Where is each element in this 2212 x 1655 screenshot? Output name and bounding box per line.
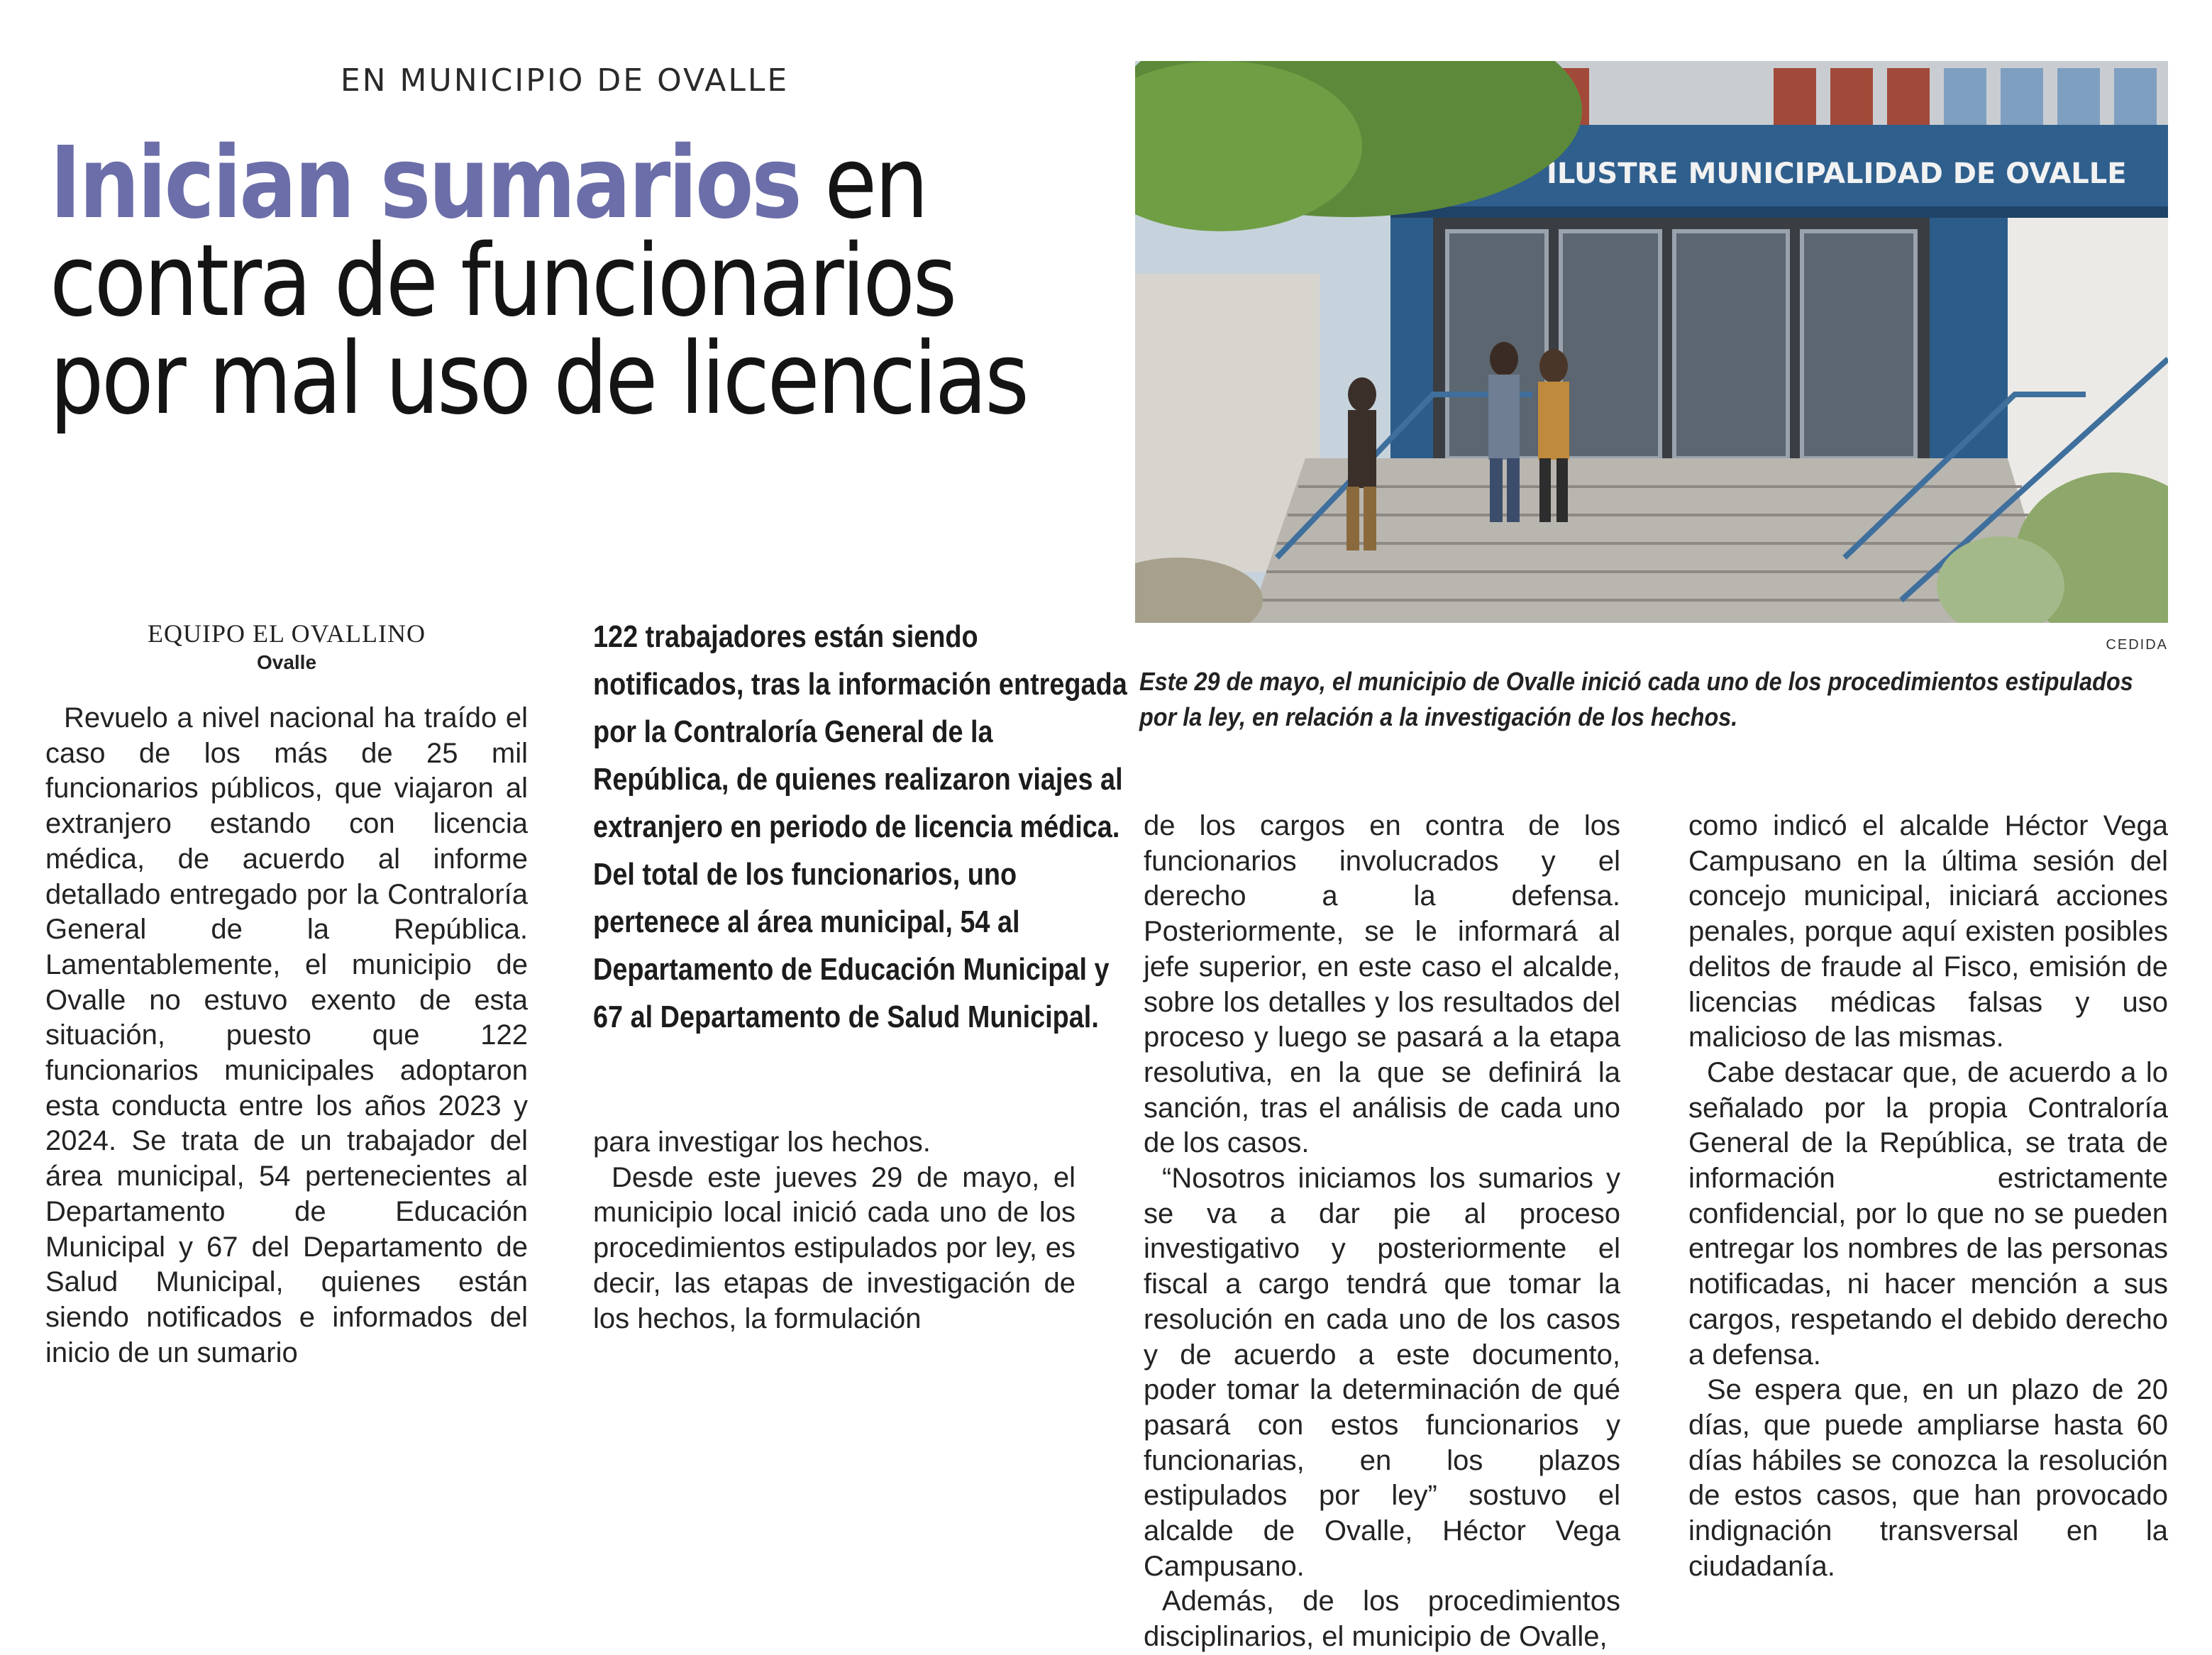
body-column-3 <box>1144 809 1620 1655</box>
paragraph: Revuelo a nivel nacional ha traído el caso de los más de 25 mil funcionarios públicos, que viajaron al extranjero estando con licencia médica, de acuerdo al informe detallado entregado por la Contraloría General de la República. Lamentablemente, el municipio de Ovalle no estuvo exento de esta situación, puesto que 122 funcionarios municipales adoptaron esta conducta entre los años 2023 y 2024. Se trata de un trabajador del área municipal, 54 pertenecientes al Departamento de Educación Municipal y 67 del Departamento de Salud Municipal, quienes están siendo notificados e informados del inicio de un sumario <box>45 702 528 1368</box>
headline-line-3: por mal uso de licencias <box>50 321 1027 437</box>
paragraph: “Nosotros iniciamos los sumarios y se va a dar pie al proceso investigativo y posteriormente el fiscal a cargo tendrá que tomar la resolución en cada uno de los casos y de acuerdo a este documento, poder tomar la determinación de qué pasará con estos funcionarios y funcionarias, en los plazos estipulados por ley” sostuvo el alcalde de Ovalle, Héctor Vega Campusano. <box>1144 1163 1620 1582</box>
building-sign-text: ILUSTRE MUNICIPALIDAD DE OVALLE <box>1547 157 2127 190</box>
photo-caption: Este 29 de mayo, el municipio de Ovalle inició cada uno de los procedimientos estipulados por la ley, en relación a la investigación de los hechos. <box>1139 667 2133 731</box>
paragraph: Desde este jueves 29 de mayo, el municipio local inició cada uno de los procedimientos estipulados por ley, es decir, las etapas de investigación de los hechos, la formulación <box>593 1161 1075 1334</box>
byline-author: EQUIPO EL OVALLINO <box>148 619 426 648</box>
headline-rest: en <box>800 126 927 241</box>
photo-credit: CEDIDA <box>2106 637 2168 653</box>
paragraph: como indicó el alcalde Héctor Vega Campusano en la última sesión del concejo municipal, iniciará acciones penales, porque aquí existen posibles delitos de fraude al Fisco, emisión de licencias médicas falsas y uso malicioso de las mismas. <box>1688 810 2168 1053</box>
section-kicker: EN MUNICIPIO DE OVALLE <box>340 62 790 99</box>
paragraph: Cabe destacar que, de acuerdo a lo señalado por la propia Contraloría General de la República, se trata de información estrictamente confidencial, por lo que no se pueden entregar los nombres de las personas notificadas, ni hacer mención a sus cargos, respetando el debido derecho a defensa. <box>1688 1056 2168 1371</box>
byline <box>45 619 528 674</box>
municipality-building-illustration <box>1135 61 2168 623</box>
article-photo <box>1135 61 2168 623</box>
paragraph: para investigar los hechos. <box>593 1127 931 1158</box>
article-headline <box>50 126 1027 437</box>
headline-line-2: contra de funcionarios <box>50 223 955 339</box>
body-column-1 <box>45 701 528 1371</box>
headline-highlight: Inician sumarios <box>50 126 800 241</box>
byline-location: Ovalle <box>256 651 317 673</box>
paragraph: Se espera que, en un plazo de 20 días, que puede ampliarse hasta 60 días hábiles se conozca la resolución de estos casos, que han provocado indignación transversal en la ciudadanía. <box>1688 1374 2168 1582</box>
paragraph: de los cargos en contra de los funcionarios involucrados y el derecho a la defensa. Posteriormente, se le informará al jefe superior, en este caso el alcalde, sobre los detalles y los resultados del proceso y luego se pasará a la etapa resolutiva, en la que se definirá la sanción, tras el análisis de cada uno de los casos. <box>1144 810 1620 1159</box>
paragraph: Además, de los procedimientos disciplinarios, el municipio de Ovalle, <box>1144 1585 1620 1653</box>
body-column-4 <box>1688 809 2168 1584</box>
body-column-2 <box>593 1125 1075 1336</box>
article-lead: 122 trabajadores están siendo notificados, tras la información entregada por la Contraloría General de la República, de quienes realizaron viajes al extranjero en periodo de licencia médica. Del total de los funcionarios, uno pertenece al área municipal, 54 al Departamento de Educación Municipal y 67 al Departamento de Salud Municipal. <box>593 619 1127 1034</box>
headline-line-1 <box>50 126 965 241</box>
